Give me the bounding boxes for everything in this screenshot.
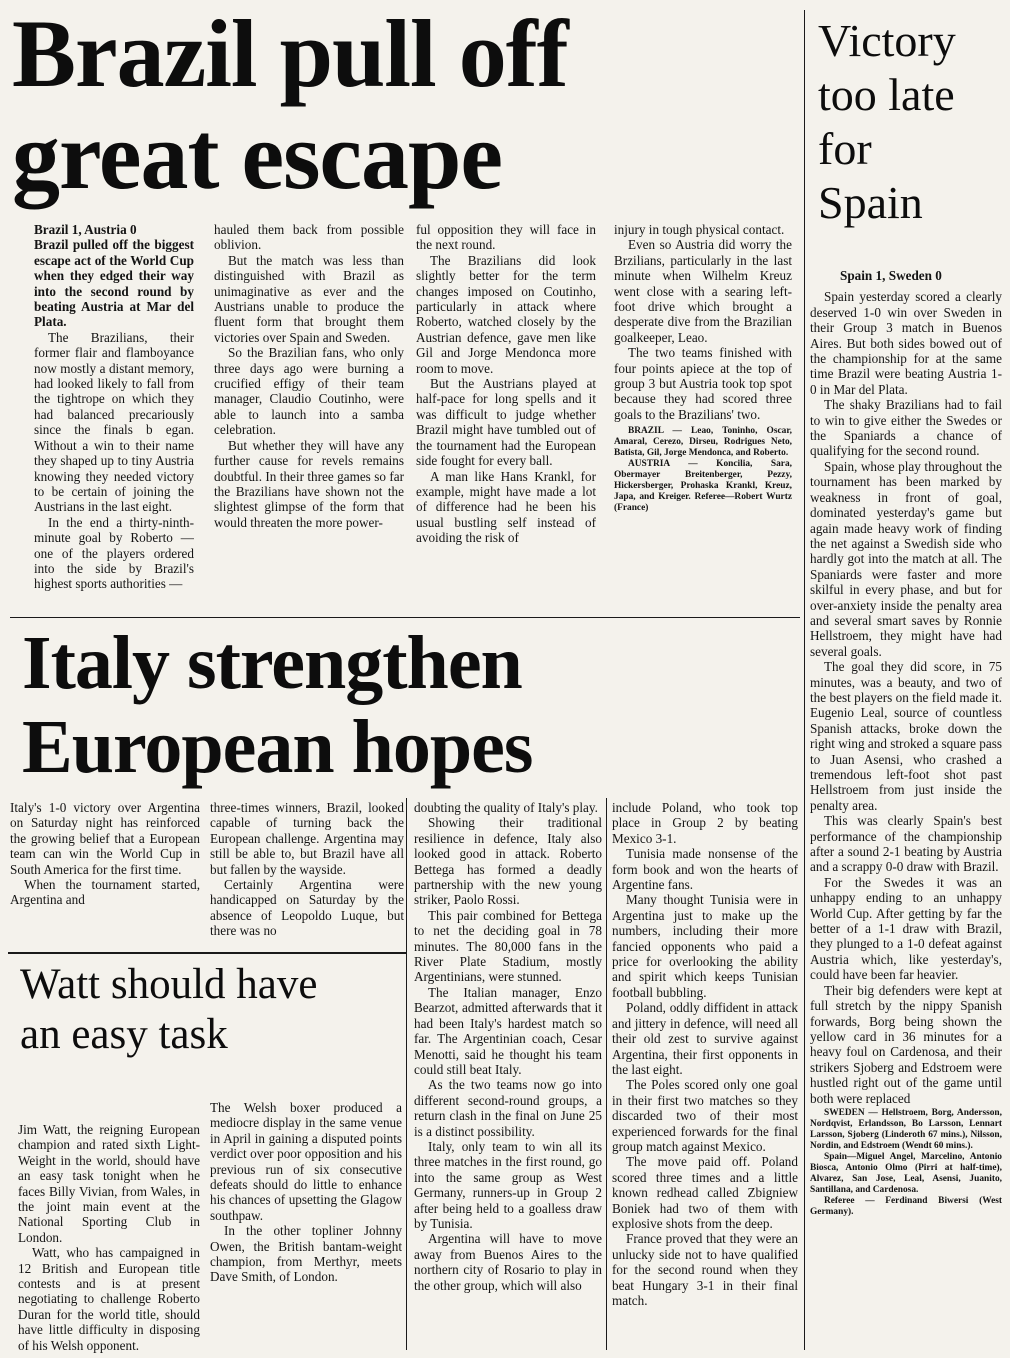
brazil-col2-para: So the Brazilian fans, who only three days ago were burning a crucified effigy of their team manager, Claudio Coutinho, were able to launch into a samba celebration. bbox=[214, 345, 404, 438]
spain-para: Spain yesterday scored a clearly deserved 1-0 win over Sweden in their Group 3 match in Buenos Aires. But both sides bowed out of the championship for at the same time Brazil were beating Austria 1-0 in Mar del Plata. bbox=[810, 289, 1002, 397]
austria-lineup: AUSTRIA — Koncilia, Sara, Obermayer Breitenberger, Pezzy, Hickersberger, Prohaska Krankl, Kreuz, Japa, and Kreiger. Referee—Robert Wurtz (France) bbox=[614, 459, 792, 514]
brazil-col2-para: But the match was less than distinguished with Brazil as unimaginative as ever and the Austrians unable to produce the fluent form that brought them victories over Spain and Sweden. bbox=[214, 252, 404, 345]
italy-column-4 bbox=[612, 800, 798, 1350]
italy-col1-para: Italy's 1-0 victory over Argentina on Saturday night has reinforced the growing belief that a European team can win the World Cup in South America for the first time. bbox=[10, 800, 200, 877]
italy-col2-para: three-times winners, Brazil, looked capable of turning back the European challenge. Argentina may still be able to, but Brazil have all but fallen by the wayside. bbox=[210, 800, 404, 877]
brazil-col3-para: The Brazilians did look slightly better for the term changes imposed on Coutinho, particularly in attack where Roberto, watched closely by the Austrian defence, gave men like Gil and Jorge Mendonca more room to move. bbox=[416, 252, 596, 376]
brazil-headline-line1: Brazil pull off bbox=[12, 0, 568, 107]
brazil-col2-para: hauled them back from possible oblivion. bbox=[214, 222, 404, 253]
brazil-col3-para: A man like Hans Krankl, for example, might have made a lot of difference had he been his usual bustling self instead of avoiding the risk of bbox=[416, 468, 596, 546]
spain-column bbox=[810, 268, 1002, 1352]
italy-col4-para: Poland, oddly diffident in attack and jittery in defence, will need all their old zest to survive against Argentina, their first opponents in the last eight. bbox=[612, 1000, 798, 1077]
spain-headline bbox=[818, 14, 1004, 230]
watt-headline bbox=[20, 960, 400, 1060]
italy-col3-para: The Italian manager, Enzo Bearzot, admitted afterwards that it had been Italy's hardest match so far. The Argentinian coach, Cesar Menotti, said he thought his team could still beat Italy. bbox=[414, 984, 602, 1077]
spain-para: This was clearly Spain's best performance of the championship after a sound 2-1 beating by Austria and a scrappy 0-0 draw with Brazil. bbox=[810, 813, 1002, 875]
brazil-column-4 bbox=[614, 222, 792, 617]
italy-column-2 bbox=[210, 800, 404, 945]
watt-column-1 bbox=[18, 1122, 200, 1354]
spain-headline-line3: for bbox=[818, 123, 872, 174]
italy-col1-para: When the tournament started, Argentina and bbox=[10, 877, 200, 908]
italy-col3-para: This pair combined for Bettega to net the deciding goal in 78 minutes. The 80,000 fans in the River Plate Stadium, mostly Argentinians, were stunned. bbox=[414, 907, 602, 985]
brazil-column-3 bbox=[416, 222, 596, 612]
watt-headline-line1: Watt should have bbox=[20, 961, 318, 1008]
spain-para: The goal they did score, in 75 minutes, was a beauty, and two of the best players on the field made it. Eugenio Leal, source of countless Spanish attacks, broke down the right wing and stroked a square pass to Juan Asensi, who crashed a tremendous left-foot shot past Hellstroem from just inside the penalty area. bbox=[810, 659, 1002, 813]
spain-column-rule bbox=[804, 10, 805, 1350]
spain-headline-line2: too late bbox=[818, 69, 955, 120]
brazil-col1-para: In the end a thirty-ninth-minute goal by Roberto — one of the players ordered into the side by Brazil's highest sports authorities — bbox=[34, 514, 194, 592]
brazil-col4-para: The two teams finished with four points apiece at the top of group 3 but Austria took top spot because they had scored three goals to the Brazilians' two. bbox=[614, 345, 792, 422]
brazil-col1-para: Brazil pulled off the biggest escape act of the World Cup when they edged their way into the second round by beating Austria at Mar del Plata. bbox=[34, 237, 194, 330]
brazil-col3-para: But the Austrians played at half-pace for long spells and it was difficult to judge whether Brazil might have tumbled out of the tournament had the European side fought for every ball. bbox=[416, 376, 596, 469]
italy-column-rule bbox=[406, 798, 407, 1350]
brazil-col1-para: The Brazilians, their former flair and flamboyance now mostly a distant memory, had looked likely to fall from the tightrope on which they had balanced precariously since the finals b egan. Without a win to their name they shaped up to tiny Austria knowing they needed victory to be certain of joining the Austrians in the last eight. bbox=[34, 329, 194, 515]
watt-col2-para: In the other topliner Johnny Owen, the British bantam-weight champion, from Merthyr, meets Dave Smith, of London. bbox=[210, 1223, 402, 1285]
italy-column-3 bbox=[414, 800, 602, 1350]
italy-col4-para: Tunisia made nonsense of the form book and won the hearts of Argentine fans. bbox=[612, 846, 798, 893]
italy-column-rule bbox=[606, 798, 607, 1350]
italy-col3-para: Showing their traditional resilience in defence, Italy also looked good in attack. Roberto Bettega has formed a deadly partnership with the new young striker, Paolo Rossi. bbox=[414, 815, 602, 908]
brazil-col4-para: injury in tough physical contact. bbox=[614, 222, 785, 237]
spain-para: For the Swedes it was an unhappy ending to an unhappy World Cup. After getting by far the better of a 1-1 draw with Brazil, they plunged to a 1-0 defeat against Austria which, like yesterday's, could have been far heavier. bbox=[810, 874, 1002, 983]
spain-score-line: Spain 1, Sweden 0 bbox=[840, 268, 942, 283]
watt-col2-para: The Welsh boxer produced a mediocre display in the same venue in April in gaining a disputed points verdict over poor opposition and his previous run of six consecutive defeats should do little to enhance his chances of upsetting the Glagow southpaw. bbox=[210, 1100, 402, 1223]
italy-col4-para: The move paid off. Poland scored three times and a little known redhead called Zbigniew Boniek had two of them with explosive shots from the deep. bbox=[612, 1154, 798, 1231]
italy-col4-para: include Poland, who took top place in Group 2 by beating Mexico 3-1. bbox=[612, 800, 798, 846]
sweden-lineup: SWEDEN — Hellstroem, Borg, Andersson, Nordqvist, Erlandsson, Bo Larsson, Lennart Larsson, Sjoberg (Linderoth 67 mins.), Nilsson, Nordin, and Edstroem (Wendt 60 mins.). bbox=[810, 1107, 1002, 1151]
watt-top-rule bbox=[8, 952, 406, 954]
spain-para: The shaky Brazilians had to fail to win to give either the Swedes or the Spaniards a chance of qualifying for the second round. bbox=[810, 397, 1002, 459]
spain-headline-line1: Victory bbox=[818, 15, 956, 66]
watt-column-2 bbox=[210, 1100, 402, 1350]
italy-col3-para: Italy, only team to win all its three matches in the first round, go into the same group as West Germany, runners-up in Group 2 after being held to a goalless draw by Tunisia. bbox=[414, 1138, 602, 1231]
watt-col1-para: Jim Watt, the reigning European champion and rated sixth Light-Weight in the world, should have an easy task tonight when he faces Billy Vivian, from Wales, in the joint main event at the National Sporting Club in London. bbox=[18, 1122, 200, 1245]
italy-headline bbox=[22, 621, 792, 789]
brazil-col3-para: ful opposition they will face in the next round. bbox=[416, 222, 596, 253]
brazil-headline-line2: great escape bbox=[12, 102, 503, 209]
brazil-bottom-rule bbox=[10, 617, 800, 618]
watt-headline-line2: an easy task bbox=[20, 1011, 228, 1058]
italy-headline-line2: European hopes bbox=[22, 705, 533, 789]
spain-referee: Referee — Ferdinand Biwersi (West Germany). bbox=[810, 1195, 1002, 1217]
spain-headline-line4: Spain bbox=[818, 177, 923, 228]
brazil-col2-para: But whether they will have any further cause for revels remains doubtful. In their three games so far the Brazilians have shown not the slightest glimpse of the form that would threaten the more power- bbox=[214, 437, 404, 530]
italy-headline-line1: Italy strengthen bbox=[22, 621, 522, 705]
italy-col3-para: doubting the quality of Italy's play. bbox=[414, 800, 598, 815]
italy-column-1 bbox=[10, 800, 200, 945]
italy-col4-para: The Poles scored only one goal in their first two matches so they discarded two of their most experienced forwards for the final group match against Mexico. bbox=[612, 1077, 798, 1154]
italy-col3-para: Argentina will have to move away from Buenos Aires to the northern city of Rosario to play in the other group, which will also bbox=[414, 1231, 602, 1293]
brazil-column-2 bbox=[214, 222, 404, 612]
brazil-column-1 bbox=[34, 222, 194, 612]
brazil-lineup: BRAZIL — Leao, Toninho, Oscar, Amaral, Cerezo, Dirseu, Rodrigues Neto, Batista, Gil, Jorge Mendonca, and Roberto. bbox=[614, 426, 792, 459]
italy-col4-para: France proved that they were an unlucky side not to have qualified for the second round when they beat Hungary 3-1 in their final match. bbox=[612, 1231, 798, 1308]
spain-para: Spain, whose play throughout the tournament has been marked by weakness in front of goal, dominated yesterday's game but again made heavy work of finding the net against a Swedish side who hardly got into the match at all. The Spaniards were faster and more skilful in every phase, and but for over-anxiety inside the penalty area and several smart saves by Ronnie Hellstroem, they might have had several goals. bbox=[810, 458, 1002, 659]
brazil-col4-para: Even so Austria did worry the Brzilians, particularly in the last minute when Wilhelm Kreuz went close with a searing left-foot drive which brought a desperate dive from the Brazilian goalkeeper, Leao. bbox=[614, 237, 792, 345]
brazil-score-line: Brazil 1, Austria 0 bbox=[34, 222, 137, 237]
brazil-headline bbox=[12, 0, 782, 209]
italy-col3-para: As the two teams now go into different second-round groups, a return clash in the final on June 25 is a distinct possibility. bbox=[414, 1077, 602, 1139]
spain-lineup: Spain—Miguel Angel, Marcelino, Antonio Biosca, Antonio Olmo (Pirri at half-time), Alvarez, San Jose, Leal, Asensi, Juanito, Santillana, and Cardenosa. bbox=[810, 1151, 1002, 1195]
watt-col1-para: Watt, who has campaigned in 12 British and European title contests and is at present negotiating to challenge Roberto Duran for the world title, should have little difficulty in disposing of his Welsh opponent. bbox=[18, 1245, 200, 1353]
italy-col4-para: Many thought Tunisia were in Argentina just to make up the numbers, including their more fancied opponents who paid a price for overlooking the ability and spirit which keeps Tunisian football bubbling. bbox=[612, 892, 798, 1000]
italy-col2-para: Certainly Argentina were handicapped on Saturday by the absence of Leopoldo Luque, but there was no bbox=[210, 877, 404, 939]
spain-para: Their big defenders were kept at full stretch by the nippy Spanish forwards, Borg being shown the yellow card in 36 minutes for a heavy foul on Cardenosa, and their strikers Sjoberg and Edstroem were hustled right out of the game until both were replaced bbox=[810, 982, 1002, 1106]
